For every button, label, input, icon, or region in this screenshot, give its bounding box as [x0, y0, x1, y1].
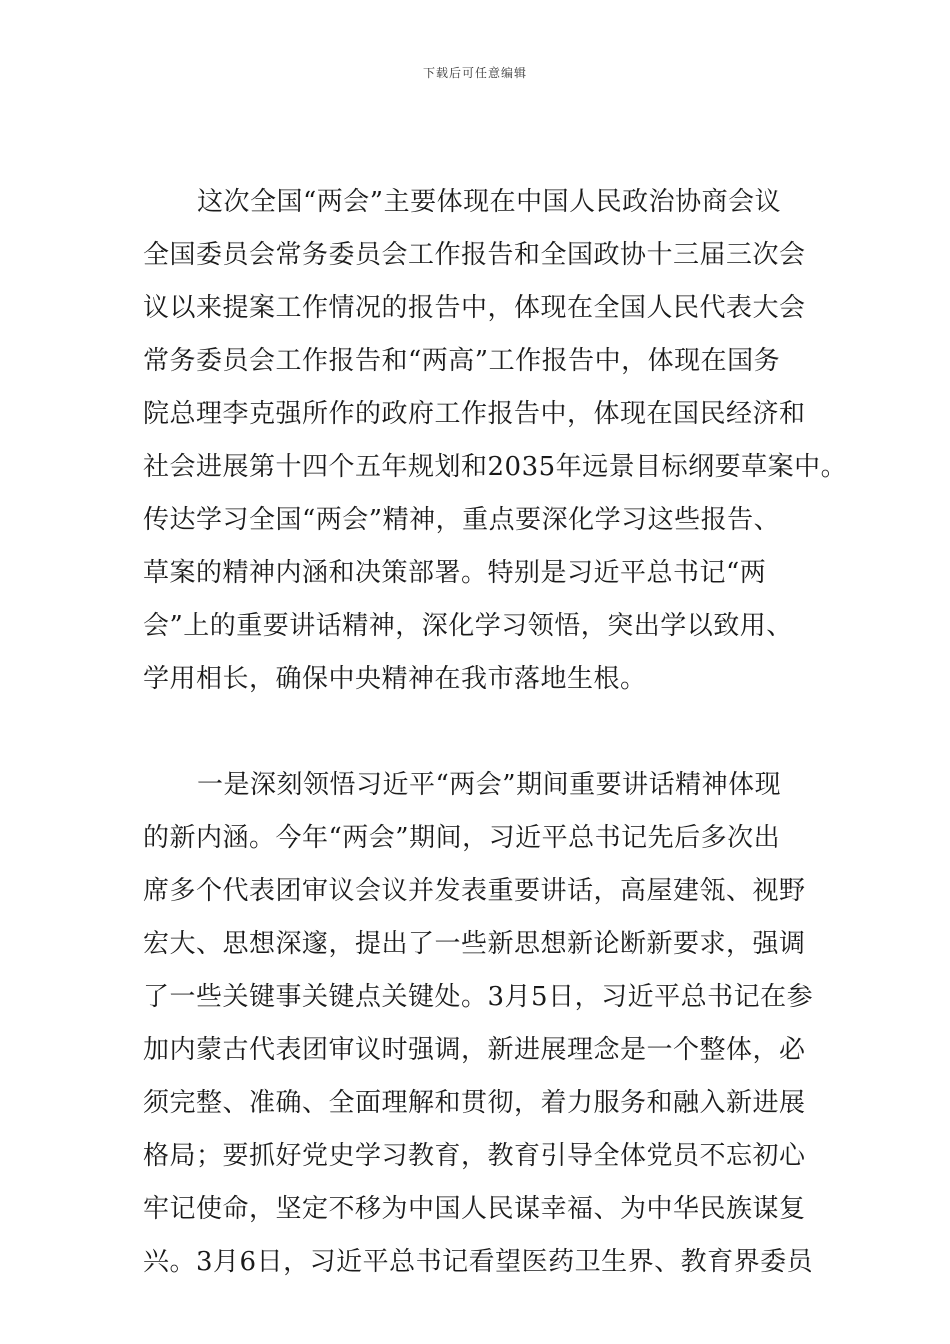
document-body: [143, 176, 848, 1289]
paragraph-line: 了一些关键事关键点关键处。3月5日，习近平总书记在参: [143, 982, 814, 1012]
paragraph-line: 的新内涵。今年“两会”期间，习近平总书记先后多次出: [143, 823, 781, 853]
paragraph-line: 格局；要抓好党史学习教育，教育引导全体党员不忘初心: [143, 1141, 806, 1171]
paragraph-line: 一是深刻领悟习近平“两会”期间重要讲话精神体现: [197, 770, 782, 800]
paragraph-line: 常务委员会工作报告和“两高”工作报告中，体现在国务: [143, 346, 781, 376]
paragraph-line: 席多个代表团审议会议并发表重要讲话，高屋建瓴、视野: [143, 876, 806, 906]
paragraph-line: 院总理李克强所作的政府工作报告中，体现在国民经济和: [143, 399, 806, 429]
paragraph-line: 兴。3月6日，习近平总书记看望医药卫生界、教育界委员: [143, 1247, 814, 1277]
paragraph-line: 学用相长，确保中央精神在我市落地生根。: [143, 664, 647, 694]
paragraph-line: 传达学习全国“两会”精神，重点要深化学习这些报告、: [143, 505, 781, 535]
paragraph-line: 议以来提案工作情况的报告中，体现在全国人民代表大会: [143, 293, 806, 323]
paragraph-line: 草案的精神内涵和决策部署。特别是习近平总书记“两: [143, 558, 767, 588]
paragraph-line: 牢记使命，坚定不移为中国人民谋幸福、为中华民族谋复: [143, 1194, 806, 1224]
paragraph-line: 社会进展第十四个五年规划和2035年远景目标纲要草案中。: [143, 452, 848, 482]
paragraph-2: [143, 759, 823, 1289]
header-note: 下载后可任意编辑: [422, 66, 527, 80]
paragraph-line: 这次全国“两会”主要体现在中国人民政治协商会议: [197, 187, 782, 217]
paragraph-1: [143, 176, 848, 706]
paragraph-line: 须完整、准确、全面理解和贯彻，着力服务和融入新进展: [143, 1088, 806, 1118]
paragraph-gap: [143, 706, 823, 759]
paragraph-line: 宏大、思想深邃，提出了一些新思想新论断新要求，强调: [143, 929, 806, 959]
paragraph-line: 会”上的重要讲话精神，深化学习领悟，突出学以致用、: [143, 611, 793, 641]
paragraph-line: 全国委员会常务委员会工作报告和全国政协十三届三次会: [143, 240, 806, 270]
paragraph-line: 加内蒙古代表团审议时强调，新进展理念是一个整体，必: [143, 1035, 806, 1065]
